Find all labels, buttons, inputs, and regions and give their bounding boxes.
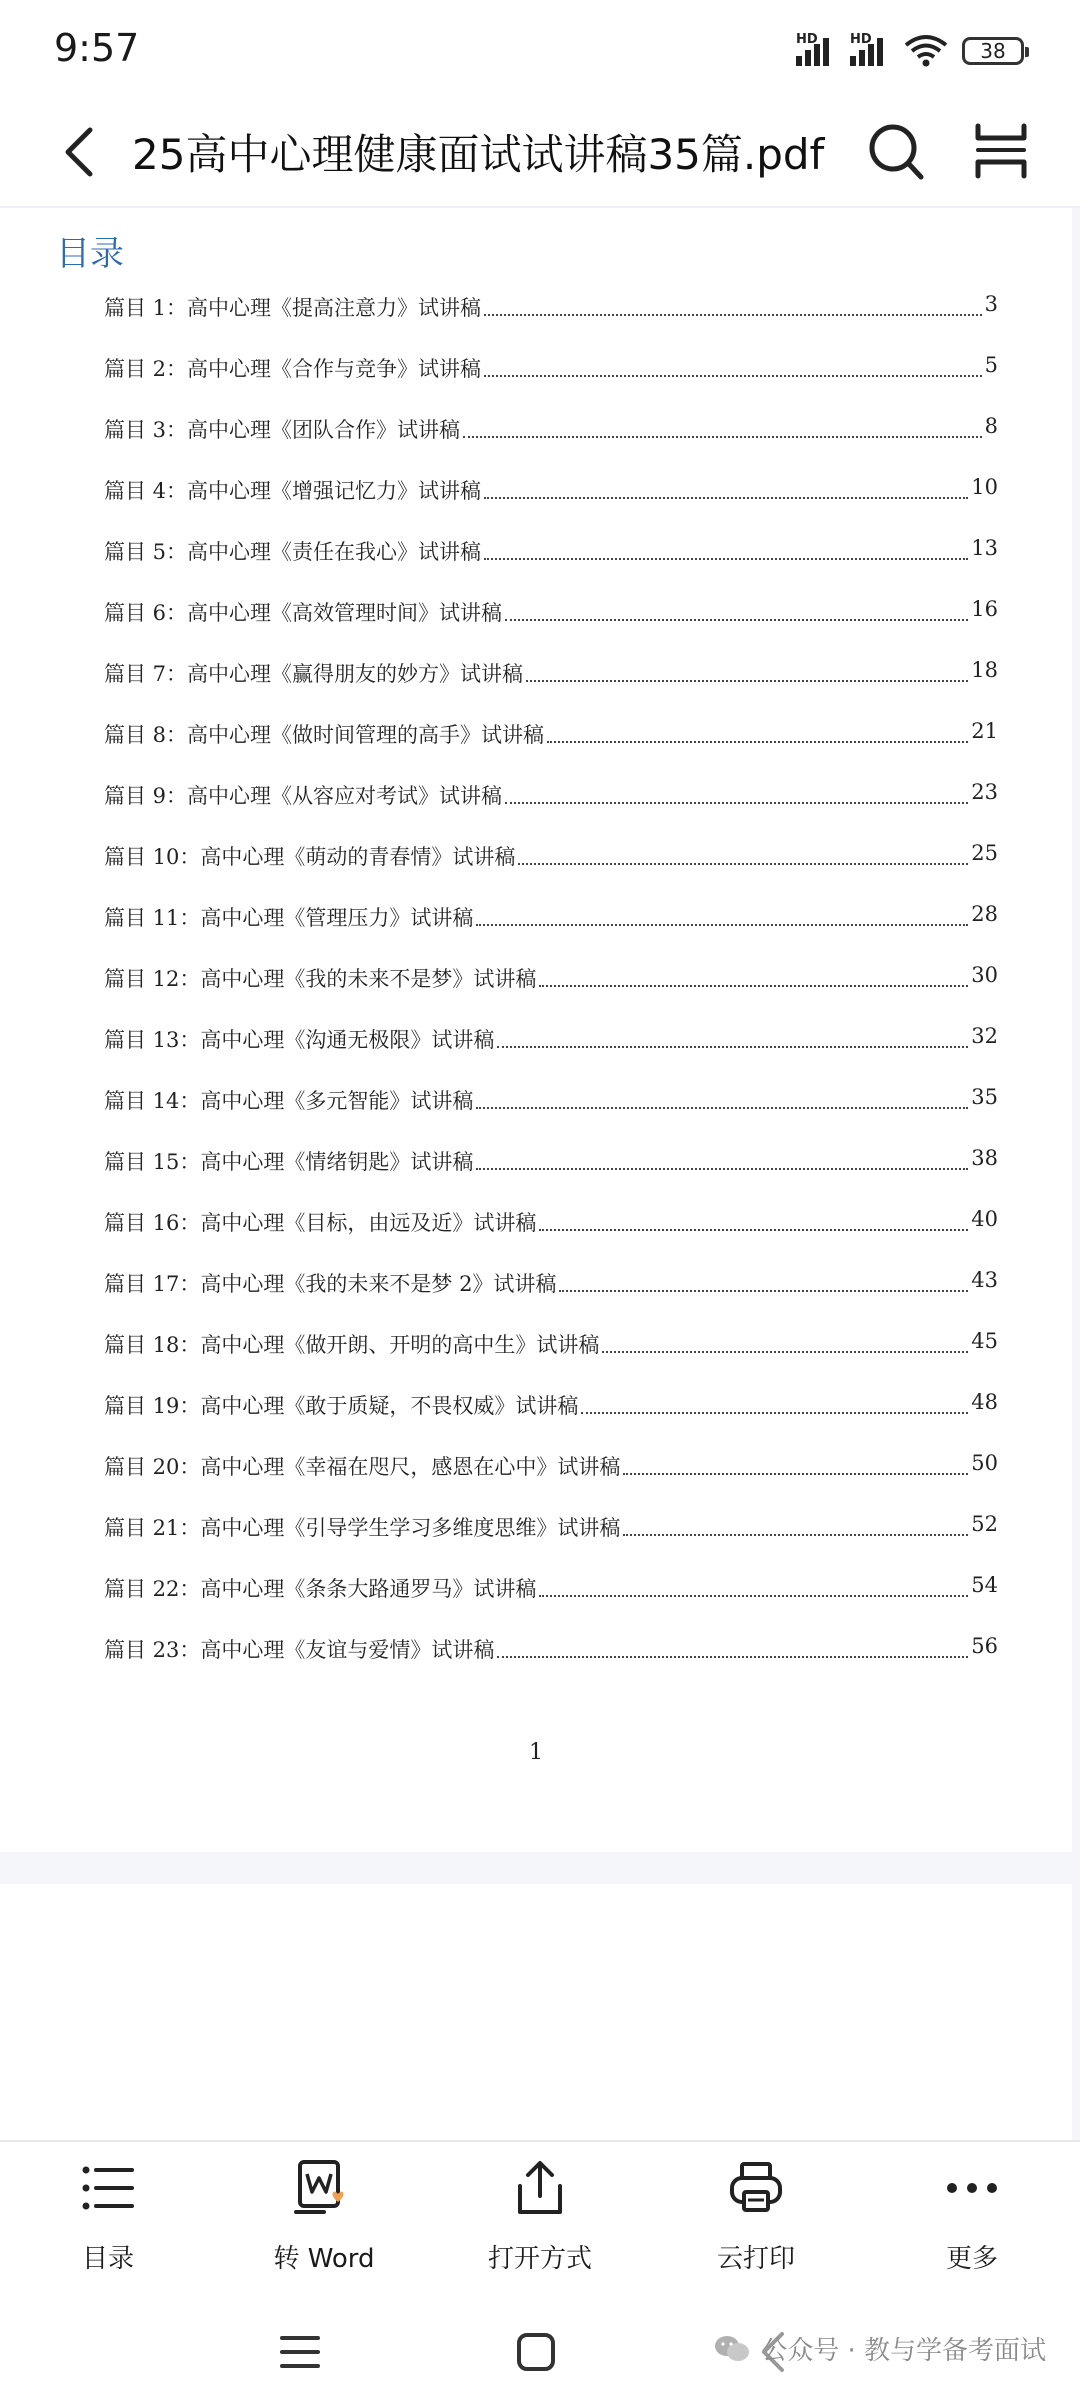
toc-entry-page: 48 bbox=[971, 1390, 998, 1414]
toc-entry-title: 篇目 18：高中心理《做开朗、开明的高中生》试讲稿 bbox=[104, 1333, 600, 1357]
toc-entry-title: 篇目 9：高中心理《从容应对考试》试讲稿 bbox=[104, 784, 503, 808]
document-viewer[interactable] bbox=[0, 208, 1080, 2140]
toc-leader-dots bbox=[484, 475, 968, 499]
toc-leader-dots bbox=[484, 536, 968, 560]
toc-entry-page: 3 bbox=[984, 292, 998, 316]
app-header bbox=[0, 100, 1080, 208]
toc-entry-page: 40 bbox=[971, 1207, 998, 1231]
toc-entry-page: 21 bbox=[971, 719, 998, 743]
toc-entry-title: 篇目 5：高中心理《责任在我心》试讲稿 bbox=[104, 540, 482, 564]
toc-entry-page: 5 bbox=[984, 353, 998, 377]
toc-entry-title: 篇目 22：高中心理《条条大路通罗马》试讲稿 bbox=[104, 1577, 537, 1601]
toc-entry-title: 篇目 4：高中心理《增强记忆力》试讲稿 bbox=[104, 479, 482, 503]
recent-apps-icon[interactable] bbox=[272, 2324, 328, 2380]
toc-entry[interactable] bbox=[104, 597, 998, 658]
toc-entry-page: 16 bbox=[971, 597, 998, 621]
toc-leader-dots bbox=[518, 841, 968, 865]
toc-entry-title: 篇目 7：高中心理《赢得朋友的妙方》试讲稿 bbox=[104, 662, 524, 686]
system-nav-bar bbox=[0, 2300, 1080, 2401]
toc-entry-page: 38 bbox=[971, 1146, 998, 1170]
toc-leader-dots bbox=[505, 780, 968, 804]
toc-entry-page: 10 bbox=[971, 475, 998, 499]
toc-leader-dots bbox=[526, 658, 968, 682]
cloud-print-label: 云打印 bbox=[716, 2244, 795, 2274]
toc-entry-title: 篇目 21：高中心理《引导学生学习多维度思维》试讲稿 bbox=[104, 1516, 621, 1540]
toc-leader-dots bbox=[476, 902, 968, 926]
toc-leader-dots bbox=[602, 1329, 968, 1353]
toc-entry-page: 56 bbox=[971, 1634, 998, 1658]
toc-entry[interactable] bbox=[104, 536, 998, 597]
toc-entry-title: 篇目 15：高中心理《情绪钥匙》试讲稿 bbox=[104, 1150, 474, 1174]
toc-entry-page: 18 bbox=[971, 658, 998, 682]
toc-entry[interactable] bbox=[104, 1329, 998, 1390]
toc-entry-page: 35 bbox=[971, 1085, 998, 1109]
reading-mode-icon[interactable] bbox=[972, 122, 1030, 180]
toc-entry[interactable] bbox=[104, 292, 998, 353]
search-icon[interactable] bbox=[866, 120, 926, 182]
cloud-print-button[interactable] bbox=[666, 2158, 846, 2298]
open-with-button[interactable] bbox=[450, 2158, 630, 2298]
toc-entry[interactable] bbox=[104, 963, 998, 1024]
toc-leader-dots bbox=[476, 1085, 968, 1109]
toc-entry-title: 篇目 10：高中心理《萌动的青春情》试讲稿 bbox=[104, 845, 516, 869]
toc-leader-dots bbox=[623, 1512, 968, 1536]
toc-entry-title: 篇目 23：高中心理《友谊与爱情》试讲稿 bbox=[104, 1638, 495, 1662]
toc-entry-title: 篇目 17：高中心理《我的未来不是梦 2》试讲稿 bbox=[104, 1272, 557, 1296]
toc-leader-dots bbox=[497, 1634, 968, 1658]
toc-entry-page: 52 bbox=[971, 1512, 998, 1536]
convert-word-button[interactable] bbox=[234, 2158, 414, 2298]
toc-entry-page: 43 bbox=[971, 1268, 998, 1292]
toc-entry[interactable] bbox=[104, 1573, 998, 1634]
toc-leader-dots bbox=[547, 719, 968, 743]
toc-entry[interactable] bbox=[104, 1268, 998, 1329]
toc-leader-dots bbox=[623, 1451, 968, 1475]
toc-entry-page: 25 bbox=[971, 841, 998, 865]
toc-entry[interactable] bbox=[104, 780, 998, 841]
signal-icon: HD bbox=[850, 36, 890, 66]
to-word-label: 转 Word bbox=[273, 2244, 375, 2274]
toc-leader-dots bbox=[484, 292, 982, 316]
toc-entry-page: 54 bbox=[971, 1573, 998, 1597]
toc-entry[interactable] bbox=[104, 414, 998, 475]
toc-leader-dots bbox=[497, 1024, 968, 1048]
toc-list bbox=[104, 292, 998, 1695]
toc-leader-dots bbox=[539, 1573, 968, 1597]
printer-icon bbox=[726, 2158, 786, 2218]
toc-entry-page: 50 bbox=[971, 1451, 998, 1475]
pdf-page-1 bbox=[0, 208, 1072, 1852]
bottom-toolbar bbox=[0, 2140, 1080, 2302]
toc-entry[interactable] bbox=[104, 475, 998, 536]
toc-leader-dots bbox=[581, 1390, 968, 1414]
toc-entry-page: 32 bbox=[971, 1024, 998, 1048]
toc-entry-page: 23 bbox=[971, 780, 998, 804]
toc-entry-title: 篇目 12：高中心理《我的未来不是梦》试讲稿 bbox=[104, 967, 537, 991]
toc-entry-title: 篇目 1：高中心理《提高注意力》试讲稿 bbox=[104, 296, 482, 320]
more-icon bbox=[942, 2158, 1002, 2218]
toc-entry-page: 8 bbox=[984, 414, 998, 438]
toc-leader-dots bbox=[505, 597, 968, 621]
battery-level: 38 bbox=[980, 39, 1006, 63]
toc-entry[interactable] bbox=[104, 719, 998, 780]
toc-entry[interactable] bbox=[104, 1512, 998, 1573]
document-title: 25高中心理健康面试试讲稿35篇.pdf bbox=[132, 130, 825, 179]
toc-entry[interactable] bbox=[104, 1390, 998, 1451]
watermark bbox=[713, 2330, 1046, 2367]
toc-entry-page: 30 bbox=[971, 963, 998, 987]
word-convert-icon bbox=[294, 2158, 354, 2218]
list-icon bbox=[78, 2158, 138, 2218]
toc-button[interactable] bbox=[18, 2158, 198, 2298]
toc-entry-page: 13 bbox=[971, 536, 998, 560]
toc-entry-title: 篇目 3：高中心理《团队合作》试讲稿 bbox=[104, 418, 461, 442]
back-icon[interactable] bbox=[56, 124, 106, 180]
toc-leader-dots bbox=[539, 1207, 968, 1231]
toc-entry[interactable] bbox=[104, 1451, 998, 1512]
status-time: 9:57 bbox=[54, 26, 140, 70]
toc-entry[interactable] bbox=[104, 1085, 998, 1146]
toc-entry-title: 篇目 6：高中心理《高效管理时间》试讲稿 bbox=[104, 601, 503, 625]
toc-entry-title: 篇目 2：高中心理《合作与竞争》试讲稿 bbox=[104, 357, 482, 381]
more-button[interactable] bbox=[882, 2158, 1062, 2298]
toc-leader-dots bbox=[463, 414, 982, 438]
page-number: 1 bbox=[529, 1740, 543, 1765]
toc-entry[interactable] bbox=[104, 841, 998, 902]
toc-entry[interactable] bbox=[104, 902, 998, 963]
toc-entry-title: 篇目 19：高中心理《敢于质疑，不畏权威》试讲稿 bbox=[104, 1394, 579, 1418]
toc-entry-title: 篇目 11：高中心理《管理压力》试讲稿 bbox=[104, 906, 474, 930]
toc-entry[interactable] bbox=[104, 1024, 998, 1085]
toc-leader-dots bbox=[539, 963, 968, 987]
battery-icon bbox=[962, 37, 1024, 65]
more-label: 更多 bbox=[945, 2244, 998, 2274]
home-icon[interactable] bbox=[508, 2324, 564, 2380]
toc-leader-dots bbox=[484, 353, 982, 377]
toc-leader-dots bbox=[476, 1146, 968, 1170]
open-with-label: 打开方式 bbox=[487, 2244, 592, 2274]
toc-entry[interactable] bbox=[104, 1207, 998, 1268]
toc-entry[interactable] bbox=[104, 658, 998, 719]
toc-label: 目录 bbox=[81, 2244, 134, 2274]
toc-entry-page: 45 bbox=[971, 1329, 998, 1353]
pdf-page-2 bbox=[0, 1884, 1072, 2140]
toc-entry-title: 篇目 8：高中心理《做时间管理的高手》试讲稿 bbox=[104, 723, 545, 747]
status-icons bbox=[796, 34, 1024, 68]
toc-entry-title: 篇目 20：高中心理《幸福在咫尺，感恩在心中》试讲稿 bbox=[104, 1455, 621, 1479]
signal-icon: HD bbox=[796, 36, 836, 66]
wifi-icon bbox=[904, 34, 948, 68]
toc-entry-title: 篇目 14：高中心理《多元智能》试讲稿 bbox=[104, 1089, 474, 1113]
wechat-icon bbox=[713, 2334, 751, 2364]
watermark-text: 公众号 · 教与学备考面试 bbox=[761, 2336, 1046, 2366]
toc-heading: 目录 bbox=[56, 234, 124, 274]
share-icon bbox=[510, 2158, 570, 2218]
toc-entry-title: 篇目 13：高中心理《沟通无极限》试讲稿 bbox=[104, 1028, 495, 1052]
toc-entry[interactable] bbox=[104, 353, 998, 414]
toc-entry[interactable] bbox=[104, 1146, 998, 1207]
toc-leader-dots bbox=[559, 1268, 968, 1292]
status-bar bbox=[0, 0, 1080, 100]
toc-entry-page: 28 bbox=[971, 902, 998, 926]
toc-entry-title: 篇目 16：高中心理《目标，由远及近》试讲稿 bbox=[104, 1211, 537, 1235]
toc-entry[interactable] bbox=[104, 1634, 998, 1695]
